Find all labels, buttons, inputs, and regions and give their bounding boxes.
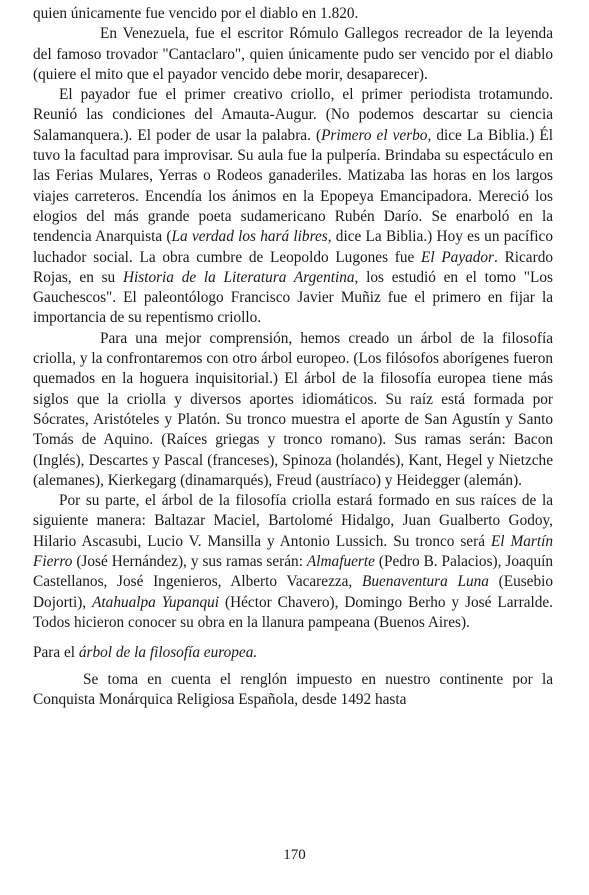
text-run: Por su parte, el árbol de la filosofía criolla estará formado en sus raíces de la siguiente manera: Baltazar Maciel, Bartolomé Hidalgo, Juan Gualberto Godoy, Hilario Ascasubi, Lucio V. Mansilla y Antonio Lussich. Su tronco será xyxy=(33,492,553,550)
paragraph xyxy=(33,24,553,85)
italic-text: El Payador xyxy=(421,248,495,266)
paragraph xyxy=(33,329,553,491)
text-run: , los estudió en el tomo "Los Gauchescos". El paleontólogo Francisco Javier Muñiz fue el primero en fijar la importancia de su repentismo criollo. xyxy=(33,268,553,327)
text-run: dice La Biblia.) Él tuvo la facultad para improvisar. Su aula fue la pulpería. Brindaba su espectáculo en las Ferias Mulares, Yerras o Rodeos ganaderiles. Matizaba las horas en los largos viajes carreteros. Encendía los ánimos en la Epopeya Emancipadora. Mereció los elogios del más grande poeta sudamericano Rubén Darío. Se enarboló en la tendencia Anarquista ( xyxy=(33,126,554,246)
text-run: (José Hernández), y sus ramas serán: xyxy=(72,553,307,571)
paragraph xyxy=(33,4,553,24)
text-run: . Ricardo Rojas, en su xyxy=(33,248,553,286)
text-run: quien únicamente fue vencido por el diablo en 1.820. xyxy=(33,5,359,22)
text-run: (Eusebio Dojorti), xyxy=(33,573,554,611)
italic-text: La verdad los hará libres, xyxy=(171,228,332,246)
paragraph xyxy=(33,85,553,329)
text-run: Para una mejor comprensión, hemos creado un árbol de la filosofía criolla, y la confrontaremos con otro árbol europeo. (Los filósofos aborígenes fueron quemados en la hoguera inquisitorial.) El árbol de la filosofía europea tiene más siglos que la criolla y diversos aportes idiomáticos. Su raíz está formada por Sócrates, Aristóteles y Platón. Su tronco muestra el aporte de San Agustín y Santo Tomás de Aquino. (Raíces griegas y tronco romano). Sus ramas serán: Bacon (Inglés), Descartes y Pascal (franceses), Spinoza (holandés), Kant, Hegel y Nietzche (alemanes), Kierkegarg (dinamarqués), Freud (austríaco) y Heidegger (alemán). xyxy=(33,329,553,489)
paragraph xyxy=(33,670,553,711)
text-run: El payador fue el primer creativo criollo, el primer periodista trotamundo. Reunió las condiciones del Amauta-Augur. (No podemos descartar su ciencia Salamanquera.). El poder de usar la palabra. ( xyxy=(33,86,553,144)
italic-text: árbol de la filosofía europea. xyxy=(78,644,258,662)
text-run: Para el xyxy=(33,644,79,662)
italic-text: Buenaventura Luna xyxy=(361,573,489,591)
body-text xyxy=(33,4,553,710)
text-run: Se toma en cuenta el renglón impuesto en nuestro continente por la Conquista Monárquica Religiosa Española, desde 1492 hasta xyxy=(33,670,553,708)
italic-text: Almafuerte xyxy=(306,553,375,571)
page-number: 170 xyxy=(283,847,306,863)
italic-text: Atahualpa Yupanqui xyxy=(92,593,220,611)
text-run: (Pedro B. Palacios), Joaquín Castellanos, José Ingenieros, Alberto Vacarezza, xyxy=(33,553,553,591)
text-run: dice La Biblia.) Hoy es un pacífico luchador social. La obra cumbre de Leopoldo Lugones fue xyxy=(33,228,553,266)
italic-text: Historia de la Literatura Argentina xyxy=(122,268,355,286)
text-run: (Héctor Chavero), Domingo Berho y José Larralde. Todos hicieron conocer su obra en la llanura pampeana (Buenos Aires). xyxy=(33,593,554,631)
text-run: En Venezuela, fue el escritor Rómulo Gallegos recreador de la leyenda del famoso trovador "Cantaclaro", quien únicamente pudo ser vencido por el diablo (quiere el mito que el payador vencido debe morir, desaparecer). xyxy=(33,25,553,83)
italic-text: El Martín Fierro xyxy=(33,532,553,571)
paragraph xyxy=(33,643,553,663)
paragraph xyxy=(33,491,553,633)
italic-text: Primero el verbo, xyxy=(321,126,432,144)
